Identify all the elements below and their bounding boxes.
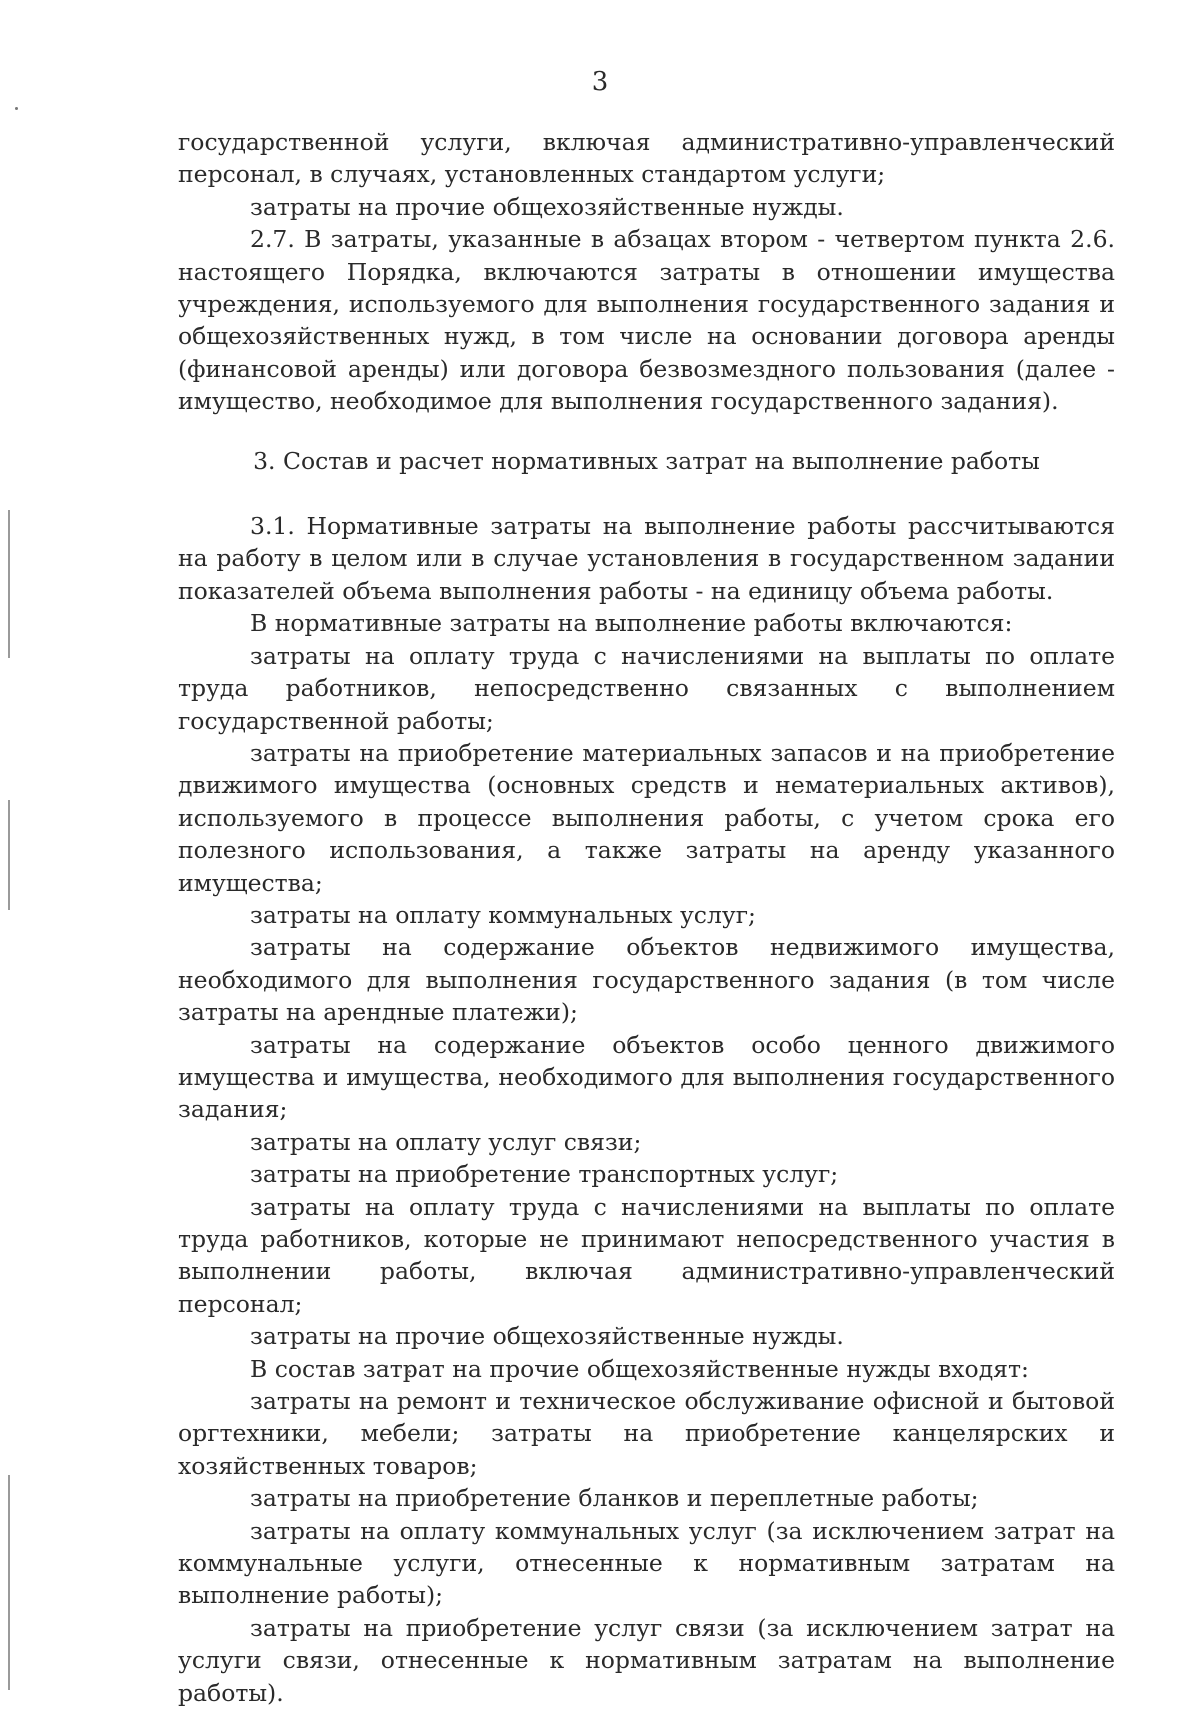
paragraph: затраты на приобретение материальных запасов и на приобретение движимого имущества (основных средств и нематериальных активов), используемого в процессе выполнения работы, с учетом срока его полезного использования, а также затраты на аренду указанного имущества; bbox=[178, 738, 1115, 897]
paragraph: затраты на содержание объектов особо ценного движимого имущества и имущества, необходимого для выполнения государственного задания; bbox=[178, 1030, 1115, 1124]
paragraphs-bottom bbox=[178, 510, 1115, 1709]
paragraph: государственной услуги, включая административно-управленческий персонал, в случаях, установленных стандартом услуги; bbox=[178, 128, 1115, 189]
scan-edge-mark-3 bbox=[8, 1475, 10, 1690]
scan-edge-mark-2 bbox=[8, 800, 10, 910]
scan-dot bbox=[15, 107, 18, 110]
paragraph: затраты на оплату коммунальных услуг; bbox=[250, 900, 756, 929]
document-body bbox=[178, 126, 1115, 1709]
paragraph: затраты на оплату труда с начислениями на выплаты по оплате труда работников, непосредственно связанных с выполнением государственной работы; bbox=[178, 641, 1115, 735]
paragraph: затраты на ремонт и техническое обслуживание офисной и бытовой оргтехники, мебели; затраты на приобретение канцелярских и хозяйственных товаров; bbox=[178, 1387, 1115, 1480]
paragraph: затраты на оплату услуг связи; bbox=[250, 1127, 642, 1156]
paragraph: затраты на оплату коммунальных услуг (за исключением затрат на коммунальные услуги, отнесенные к нормативным затратам на выполнение работы); bbox=[178, 1516, 1115, 1610]
paragraph: затраты на оплату труда с начислениями на выплаты по оплате труда работников, которые не принимают непосредственного участия в выполнении работы, включая административно-управленческий персонал; bbox=[178, 1192, 1115, 1318]
page-number: 3 bbox=[591, 67, 609, 97]
paragraph: затраты на содержание объектов недвижимого имущества, необходимого для выполнения государственного задания (в том числе затраты на арендные платежи); bbox=[178, 933, 1115, 1027]
section-heading: 3. Состав и расчет нормативных затрат на выполнение работы bbox=[253, 446, 1040, 475]
paragraph: затраты на приобретение услуг связи (за исключением затрат на услуги связи, отнесенные к нормативным затратам на выполнение работы). bbox=[178, 1613, 1115, 1707]
paragraph: В состав затрат на прочие общехозяйственные нужды входят: bbox=[250, 1354, 1029, 1383]
scan-edge-mark-1 bbox=[8, 510, 10, 658]
paragraph: В нормативные затраты на выполнение работы включаются: bbox=[250, 609, 1013, 638]
paragraphs-top bbox=[178, 126, 1115, 418]
paragraph: 2.7. В затраты, указанные в абзацах втором - четвертом пункта 2.6. настоящего Порядка, включаются затраты в отношении имущества учреждения, используемого для выполнения государственного задания и общехозяйственных нужд, в том числе на основании договора аренды (финансовой аренды) или договора безвозмездного пользования (далее - имущество, необходимое для выполнения государственного задания). bbox=[178, 225, 1115, 416]
paragraph: затраты на приобретение бланков и переплетные работы; bbox=[250, 1484, 979, 1513]
paragraph: затраты на прочие общехозяйственные нужды. bbox=[250, 1322, 844, 1351]
paragraph: затраты на прочие общехозяйственные нужды. bbox=[250, 192, 844, 221]
paragraph: затраты на приобретение транспортных услуг; bbox=[250, 1160, 839, 1189]
paragraph: 3.1. Нормативные затраты на выполнение работы рассчитываются на работу в целом или в случае установления в государственном задании показателей объема выполнения работы - на единицу объема работы. bbox=[178, 512, 1115, 605]
